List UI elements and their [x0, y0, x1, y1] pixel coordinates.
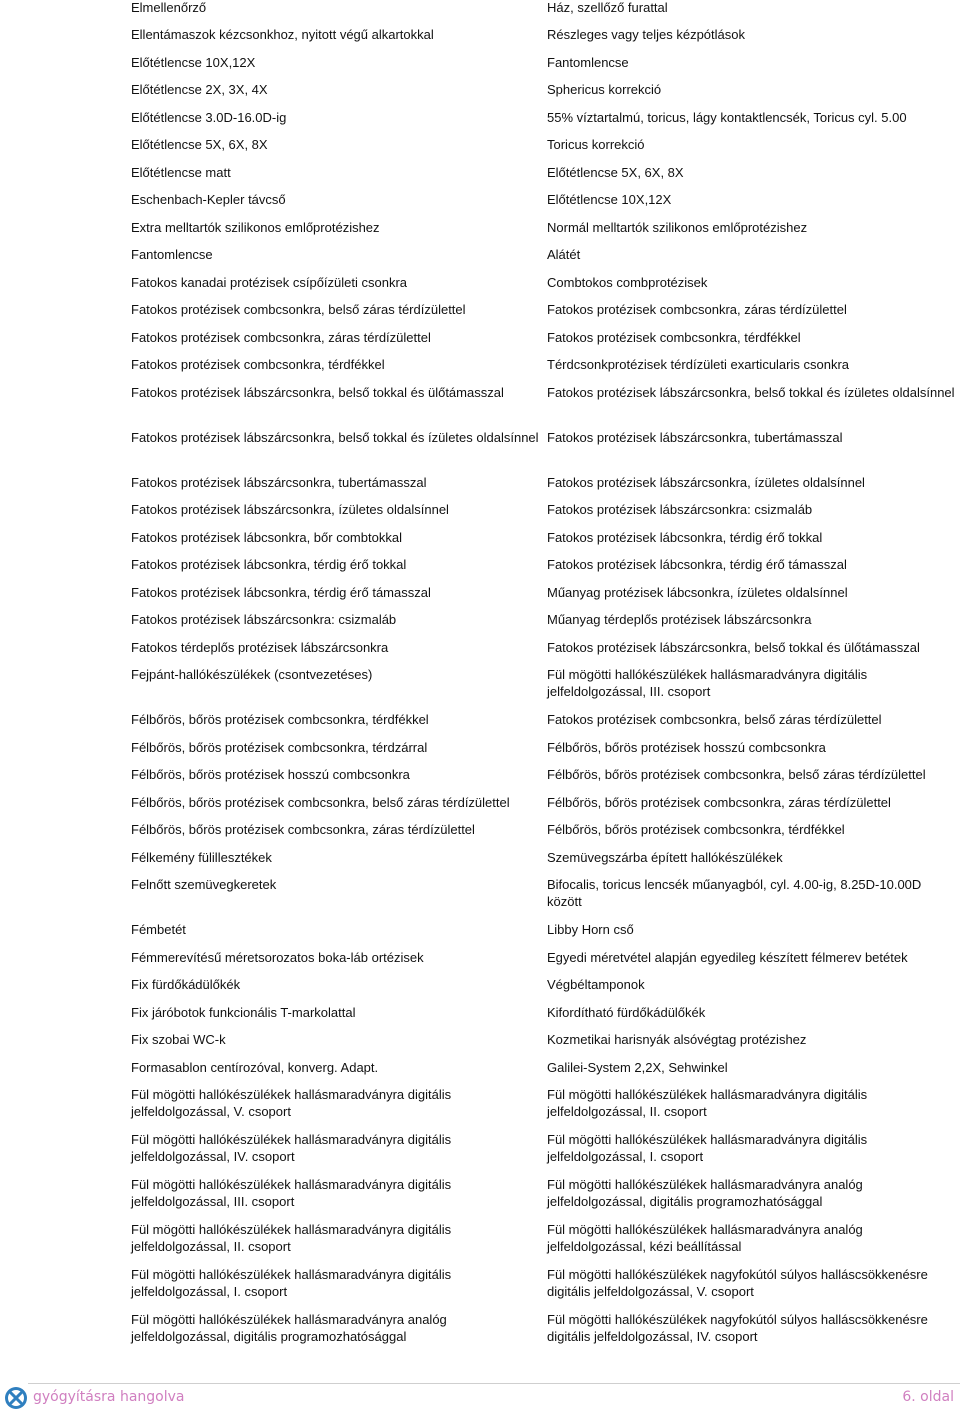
right-list-item: Félbőrös, bőrös protézisek combcsonkra, záras térdízülettel	[547, 795, 891, 810]
left-list-item: Fatokos protézisek lábcsonkra, térdig érő tokkal	[131, 557, 407, 572]
right-list-item: Fatokos protézisek combcsonkra, záras térdízülettel	[547, 302, 847, 317]
logo-icon	[4, 1386, 28, 1410]
right-list-item: Galilei-System 2,2X, Sehwinkel	[547, 1060, 728, 1075]
right-list-item: Fatokos protézisek lábszárcsonkra, ízületes oldalsínnel	[547, 475, 865, 490]
right-list-item: Félbőrös, bőrös protézisek hosszú combcsonkra	[547, 740, 826, 755]
left-list-item: Fémbetét	[131, 922, 186, 937]
right-list-item: Normál melltartók szilikonos emlőprotézishez	[547, 220, 808, 235]
right-list-item: Sphericus korrekció	[547, 82, 662, 97]
right-list-item: 55% víztartalmú, toricus, lágy kontaktlencsék, Toricus cyl. 5.00	[547, 110, 907, 125]
footer-divider	[28, 1383, 960, 1384]
left-list-item: Fül mögötti hallókészülékek hallásmaradványra digitális jelfeldolgozással, V. csoport	[131, 1087, 452, 1119]
right-list-item: Fatokos protézisek lábszárcsonkra, tubertámasszal	[547, 430, 843, 445]
left-list-item: Eschenbach-Kepler távcső	[131, 192, 286, 207]
left-list-item: Fatokos protézisek lábszárcsonkra: csizmaláb	[131, 612, 397, 627]
left-list-item: Fatokos protézisek combcsonkra, térdfékkel	[131, 357, 385, 372]
left-list-item: Fül mögötti hallókészülékek hallásmaradványra digitális jelfeldolgozással, IV. csoport	[131, 1132, 452, 1164]
right-list-item: Részleges vagy teljes kézpótlások	[547, 27, 745, 42]
right-list-item: Végbéltamponok	[547, 977, 645, 992]
left-list-item: Fatokos protézisek lábszárcsonkra, belső tokkal és ízületes oldalsínnel	[131, 430, 539, 445]
left-list-item: Előtétlencse 3.0D-16.0D-ig	[131, 110, 287, 125]
right-list-item: Bifocalis, toricus lencsék műanyagból, cyl. 4.00-ig, 8.25D-10.00D között	[547, 877, 922, 909]
right-list-item: Kifordítható fürdőkádülőkék	[547, 1005, 706, 1020]
left-list-item: Fül mögötti hallókészülékek hallásmaradványra digitális jelfeldolgozással, III. csoport	[131, 1177, 452, 1209]
right-list-item: Fatokos protézisek lábcsonkra, térdig érő támasszal	[547, 557, 847, 572]
right-list-item: Műanyag térdeplős protézisek lábszárcsonkra	[547, 612, 812, 627]
right-list-item: Fül mögötti hallókészülékek hallásmaradványra digitális jelfeldolgozással, III. csoport	[547, 667, 868, 699]
right-list-item: Fül mögötti hallókészülékek hallásmaradványra digitális jelfeldolgozással, I. csoport	[547, 1132, 868, 1164]
right-list-item: Fatokos protézisek lábszárcsonkra, belső tokkal és ízületes oldalsínnel	[547, 385, 955, 400]
right-list-item: Alátét	[547, 247, 581, 262]
right-list-item: Fül mögötti hallókészülékek hallásmaradványra digitális jelfeldolgozással, II. csoport	[547, 1087, 868, 1119]
right-list-item: Toricus korrekció	[547, 137, 645, 152]
right-list-item: Kozmetikai harisnyák alsóvégtag protézishez	[547, 1032, 807, 1047]
right-list-item: Fatokos protézisek lábcsonkra, térdig érő tokkal	[547, 530, 823, 545]
right-list-item: Fatokos protézisek combcsonkra, belső záras térdízülettel	[547, 712, 882, 727]
right-list-item: Fatokos protézisek combcsonkra, térdfékkel	[547, 330, 801, 345]
left-list-item: Előtétlencse 5X, 6X, 8X	[131, 137, 268, 152]
left-list-item: Fatokos protézisek combcsonkra, belső záras térdízülettel	[131, 302, 466, 317]
footer-brand: gyógyításra hangolva	[33, 1389, 185, 1405]
left-list-item: Fatokos protézisek lábcsonkra, bőr combtokkal	[131, 530, 402, 545]
right-list-item: Félbőrös, bőrös protézisek combcsonkra, belső záras térdízülettel	[547, 767, 926, 782]
left-list-item: Ellentámaszok kézcsonkhoz, nyitott végű alkartokkal	[131, 27, 434, 42]
left-list-item: Félbőrös, bőrös protézisek combcsonkra, belső záras térdízülettel	[131, 795, 510, 810]
left-list-item: Fül mögötti hallókészülékek hallásmaradványra digitális jelfeldolgozással, II. csoport	[131, 1222, 452, 1254]
right-list-item: Szemüvegszárba épített hallókészülékek	[547, 850, 783, 865]
right-list-item: Fatokos protézisek lábszárcsonkra: csizmaláb	[547, 502, 813, 517]
left-list-item: Fatokos térdeplős protézisek lábszárcsonkra	[131, 640, 389, 655]
right-list-item: Ház, szellőző furattal	[547, 0, 668, 15]
left-list-item: Formasablon centírozóval, konverg. Adapt.	[131, 1060, 379, 1075]
right-list-item: Félbőrös, bőrös protézisek combcsonkra, térdfékkel	[547, 822, 845, 837]
right-list-item: Fül mögötti hallókészülékek hallásmaradványra analóg jelfeldolgozással, kézi beállítással	[547, 1222, 863, 1254]
left-list-item: Fatokos protézisek lábszárcsonkra, tubertámasszal	[131, 475, 427, 490]
right-list-item: Fül mögötti hallókészülékek nagyfokútól súlyos halláscsökkenésre digitális jelfeldolgozással, IV. csoport	[547, 1312, 928, 1344]
left-list-item: Fatokos protézisek lábcsonkra, térdig érő támasszal	[131, 585, 431, 600]
left-list-item: Félbőrös, bőrös protézisek combcsonkra, záras térdízülettel	[131, 822, 475, 837]
right-list-item: Előtétlencse 5X, 6X, 8X	[547, 165, 684, 180]
left-list-item: Felnőtt szemüvegkeretek	[131, 877, 277, 892]
left-list-item: Fül mögötti hallókészülékek hallásmaradványra analóg jelfeldolgozással, digitális programozhatósággal	[131, 1312, 447, 1344]
left-list-item: Fémmerevítésű méretsorozatos boka-láb ortézisek	[131, 950, 424, 965]
left-list-item: Extra melltartók szilikonos emlőprotézishez	[131, 220, 380, 235]
right-list-item: Műanyag protézisek lábcsonkra, ízületes oldalsínnel	[547, 585, 848, 600]
right-list-item: Fül mögötti hallókészülékek hallásmaradványra analóg jelfeldolgozással, digitális programozhatósággal	[547, 1177, 863, 1209]
left-list-item: Fatokos kanadai protézisek csípőízületi csonkra	[131, 275, 408, 290]
left-list-item: Előtétlencse 10X,12X	[131, 55, 256, 70]
right-list-item: Libby Horn cső	[547, 922, 634, 937]
left-list-item: Fatokos protézisek combcsonkra, záras térdízülettel	[131, 330, 431, 345]
left-list-item: Fül mögötti hallókészülékek hallásmaradványra digitális jelfeldolgozással, I. csoport	[131, 1267, 452, 1299]
right-list-item: Egyedi méretvétel alapján egyedileg készített félmerev betétek	[547, 950, 908, 965]
left-list-item: Fix járóbotok funkcionális T-markolattal	[131, 1005, 356, 1020]
left-list-item: Fejpánt-hallókészülékek (csontvezetéses)	[131, 667, 373, 682]
left-list-item: Fatokos protézisek lábszárcsonkra, belső tokkal és ülőtámasszal	[131, 385, 504, 400]
right-list-item: Fantomlencse	[547, 55, 629, 70]
left-list-item: Fantomlencse	[131, 247, 213, 262]
left-list-item: Félkemény fülillesztékek	[131, 850, 272, 865]
left-list-item: Elmellenőrző	[131, 0, 207, 15]
left-list-item: Fatokos protézisek lábszárcsonkra, ízületes oldalsínnel	[131, 502, 449, 517]
left-list-item: Előtétlencse 2X, 3X, 4X	[131, 82, 268, 97]
left-list-item: Félbőrös, bőrös protézisek combcsonkra, térdfékkel	[131, 712, 429, 727]
left-list-item: Fix szobai WC-k	[131, 1032, 226, 1047]
left-list-item: Előtétlencse matt	[131, 165, 231, 180]
left-list-item: Félbőrös, bőrös protézisek combcsonkra, térdzárral	[131, 740, 428, 755]
right-list-item: Előtétlencse 10X,12X	[547, 192, 672, 207]
right-list-item: Fatokos protézisek lábszárcsonkra, belső tokkal és ülőtámasszal	[547, 640, 920, 655]
left-list-item: Fix fürdőkádülőkék	[131, 977, 241, 992]
page-footer	[0, 1376, 960, 1416]
right-list-item: Combtokos combprotézisek	[547, 275, 708, 290]
right-list-item: Fül mögötti hallókészülékek nagyfokútól súlyos halláscsökkenésre digitális jelfeldolgozással, V. csoport	[547, 1267, 928, 1299]
right-list-item: Térdcsonkprotézisek térdízületi exarticularis csonkra	[547, 357, 850, 372]
page-number: 6. oldal	[902, 1389, 954, 1405]
left-list-item: Félbőrös, bőrös protézisek hosszú combcsonkra	[131, 767, 410, 782]
